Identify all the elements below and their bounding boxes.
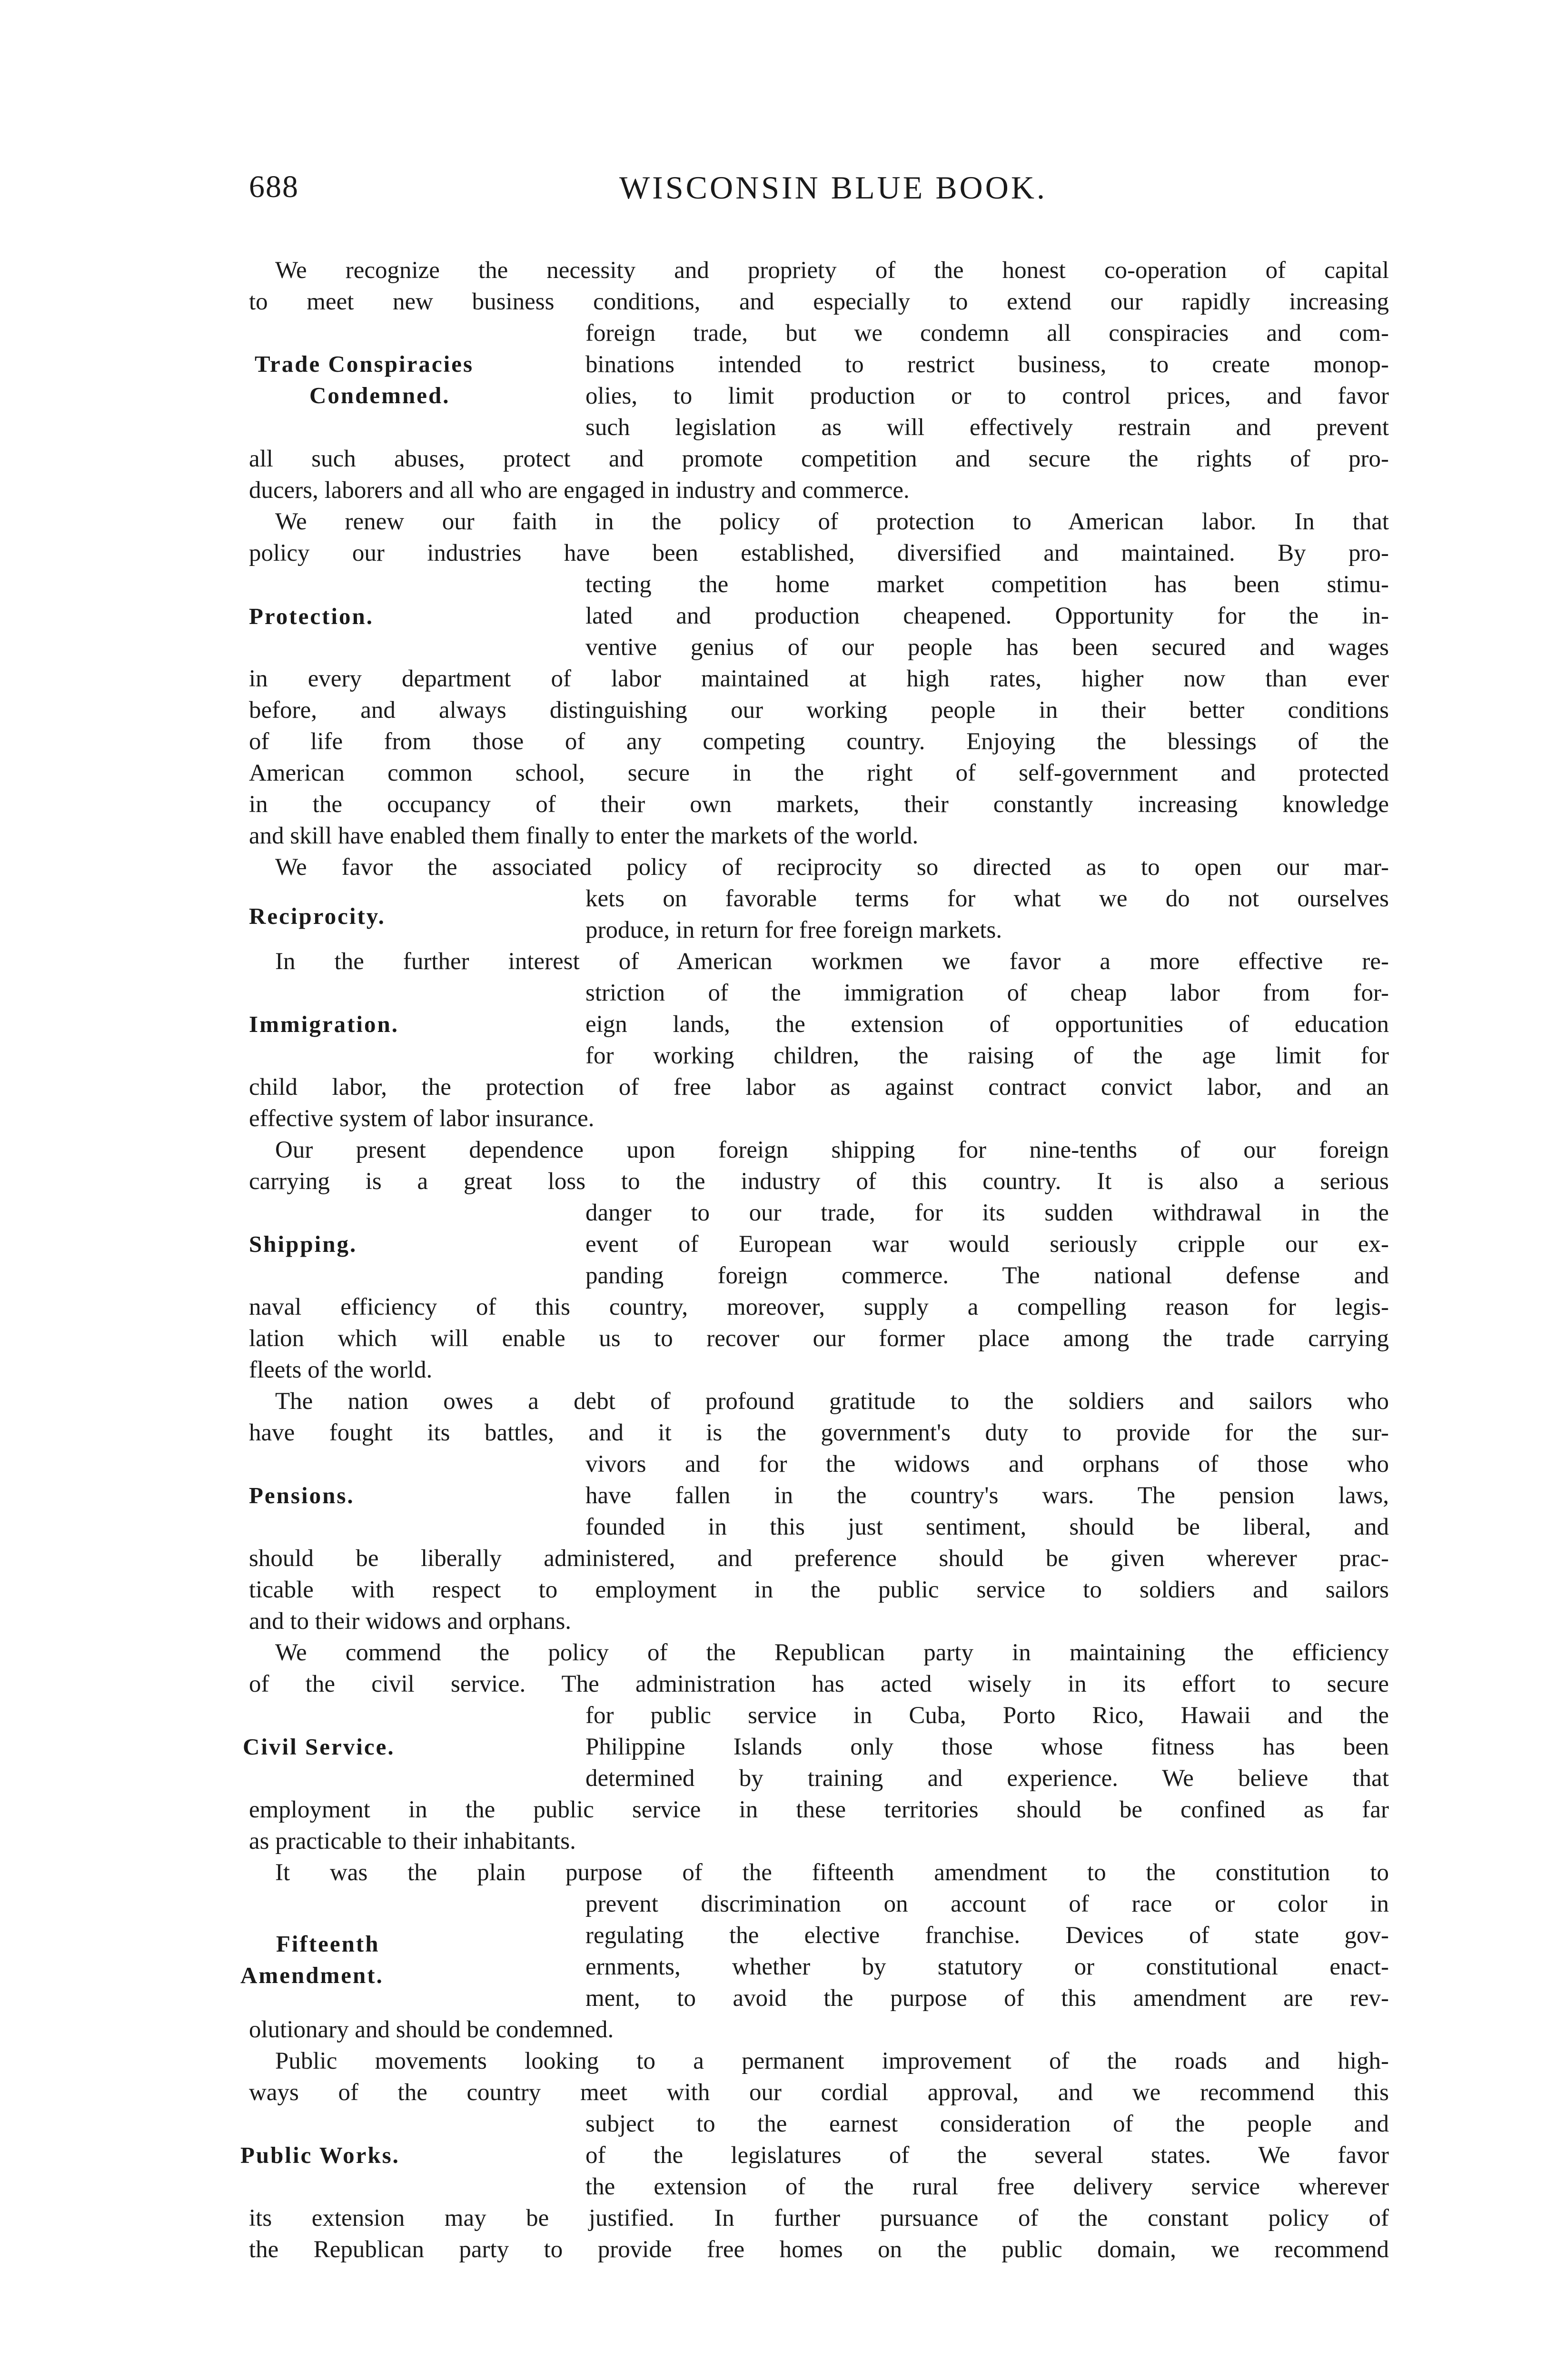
body-line: binations intended to restrict business, to create monop- — [585, 351, 1389, 378]
body-line: American common school, secure in the right of self-government and protected — [249, 760, 1389, 786]
body-line: ment, to avoid the purpose of this amendment are rev- — [585, 1985, 1389, 2012]
margin-heading-civil-service: Civil Service. — [243, 1734, 395, 1760]
body-line: such legislation as will effectively restrain and prevent — [585, 414, 1389, 441]
body-line: striction of the immigration of cheap labor from for- — [585, 980, 1389, 1006]
body-line: event of European war would seriously cripple our ex- — [585, 1231, 1389, 1258]
body-line: eign lands, the extension of opportunities of education — [585, 1011, 1389, 1038]
body-line: panding foreign commerce. The national defense and — [585, 1262, 1389, 1289]
margin-heading-immigration: Immigration. — [249, 1011, 399, 1037]
body-line: kets on favorable terms for what we do not ourselves — [585, 885, 1389, 912]
margin-heading-fifteenth: Fifteenth — [276, 1931, 380, 1957]
body-line: We renew our faith in the policy of protection to American labor. In that — [275, 508, 1389, 535]
body-line: foreign trade, but we condemn all conspiracies and com- — [585, 320, 1389, 347]
body-line: produce, in return for free foreign markets. — [585, 917, 1002, 943]
body-line: as practicable to their inhabitants. — [249, 1828, 576, 1854]
running-title: WISCONSIN BLUE BOOK. — [619, 169, 1047, 206]
body-line: have fallen in the country's wars. The pension laws, — [585, 1482, 1389, 1509]
body-line: ernments, whether by statutory or constitutional enact- — [585, 1954, 1389, 1980]
body-line: subject to the earnest consideration of the people and — [585, 2111, 1389, 2137]
body-line: of the civil service. The administration has acted wisely in its effort to secure — [249, 1671, 1389, 1697]
margin-heading-public-works: Public Works. — [240, 2142, 400, 2168]
body-line: fleets of the world. — [249, 1357, 433, 1383]
body-line: ticable with respect to employment in the public service to soldiers and sailors — [249, 1577, 1389, 1603]
body-line: effective system of labor insurance. — [249, 1105, 595, 1132]
margin-heading-trade-conspiracies: Trade Conspiracies — [255, 351, 474, 377]
margin-heading-pensions: Pensions. — [249, 1482, 355, 1508]
margin-heading-condemned: Condemned. — [309, 382, 450, 408]
body-line: determined by training and experience. We believe that — [585, 1765, 1389, 1792]
body-line: should be liberally administered, and preference should be given wherever prac- — [249, 1545, 1389, 1572]
body-line: in the occupancy of their own markets, their constantly increasing knowledge — [249, 791, 1389, 818]
margin-heading-protection: Protection. — [249, 603, 374, 629]
body-line: olies, to limit production or to control prices, and favor — [585, 383, 1389, 409]
body-line: We favor the associated policy of reciprocity so directed as to open our mar- — [275, 854, 1389, 881]
body-line: to meet new business conditions, and especially to extend our rapidly increasing — [249, 288, 1389, 315]
body-line: and skill have enabled them finally to enter the markets of the world. — [249, 823, 919, 849]
body-line: ventive genius of our people has been secured and wages — [585, 634, 1389, 661]
body-line: of the legislatures of the several states. We favor — [585, 2142, 1389, 2169]
page-number: 688 — [249, 169, 299, 204]
body-line: the Republican party to provide free homes on the public domain, we recommend — [249, 2236, 1389, 2263]
body-line: olutionary and should be condemned. — [249, 2016, 614, 2043]
body-line: for working children, the raising of the age limit for — [585, 1042, 1389, 1069]
body-line: Philippine Islands only those whose fitness has been — [585, 1734, 1389, 1760]
body-line: ways of the country meet with our cordial approval, and we recommend this — [249, 2079, 1389, 2106]
body-line: and to their widows and orphans. — [249, 1608, 572, 1635]
page-header — [249, 169, 1389, 212]
body-line: We recognize the necessity and propriety of the honest co-operation of capital — [275, 257, 1389, 284]
margin-heading-shipping: Shipping. — [249, 1231, 357, 1257]
body-line: prevent discrimination on account of race or color in — [585, 1891, 1389, 1917]
body-line: It was the plain purpose of the fifteenth amendment to the constitution to — [275, 1859, 1389, 1886]
body-line: lation which will enable us to recover our former place among the trade carrying — [249, 1325, 1389, 1352]
body-line: carrying is a great loss to the industry of this country. It is also a serious — [249, 1168, 1389, 1195]
body-line: its extension may be justified. In further pursuance of the constant policy of — [249, 2205, 1389, 2231]
body-line: regulating the elective franchise. Devices of state gov- — [585, 1922, 1389, 1949]
body-line: The nation owes a debt of profound gratitude to the soldiers and sailors who — [275, 1388, 1389, 1415]
body-line: founded in this just sentiment, should be liberal, and — [585, 1514, 1389, 1540]
body-line: We commend the policy of the Republican party in maintaining the efficiency — [275, 1639, 1389, 1666]
body-line: of life from those of any competing country. Enjoying the blessings of the — [249, 728, 1389, 755]
body-line: Public movements looking to a permanent improvement of the roads and high- — [275, 2048, 1389, 2074]
margin-heading-reciprocity: Reciprocity. — [249, 903, 386, 929]
body-line: lated and production cheapened. Opportunity for the in- — [585, 603, 1389, 629]
body-line: Our present dependence upon foreign shipping for nine-tenths of our foreign — [275, 1137, 1389, 1163]
body-line: in every department of labor maintained at high rates, higher now than ever — [249, 665, 1389, 692]
body-line: ducers, laborers and all who are engaged in industry and commerce. — [249, 477, 910, 504]
body-line: before, and always distinguishing our working people in their better conditions — [249, 697, 1389, 724]
body-line: tecting the home market competition has been stimu- — [585, 571, 1389, 598]
body-line: child labor, the protection of free labor as against contract convict labor, and an — [249, 1074, 1389, 1101]
body-line: the extension of the rural free delivery service wherever — [585, 2173, 1389, 2200]
body-line: vivors and for the widows and orphans of those who — [585, 1451, 1389, 1478]
body-line: have fought its battles, and it is the government's duty to provide for the sur- — [249, 1419, 1389, 1446]
body-line: for public service in Cuba, Porto Rico, Hawaii and the — [585, 1702, 1389, 1729]
body-line: In the further interest of American workmen we favor a more effective re- — [275, 948, 1389, 975]
body-line: naval efficiency of this country, moreover, supply a compelling reason for legis- — [249, 1294, 1389, 1320]
body-line: employment in the public service in these territories should be confined as far — [249, 1796, 1389, 1823]
body-line: danger to our trade, for its sudden withdrawal in the — [585, 1200, 1389, 1226]
body-line: policy our industries have been established, diversified and maintained. By pro- — [249, 540, 1389, 566]
margin-heading-amendment: Amendment. — [240, 1962, 384, 1988]
body-line: all such abuses, protect and promote competition and secure the rights of pro- — [249, 446, 1389, 472]
